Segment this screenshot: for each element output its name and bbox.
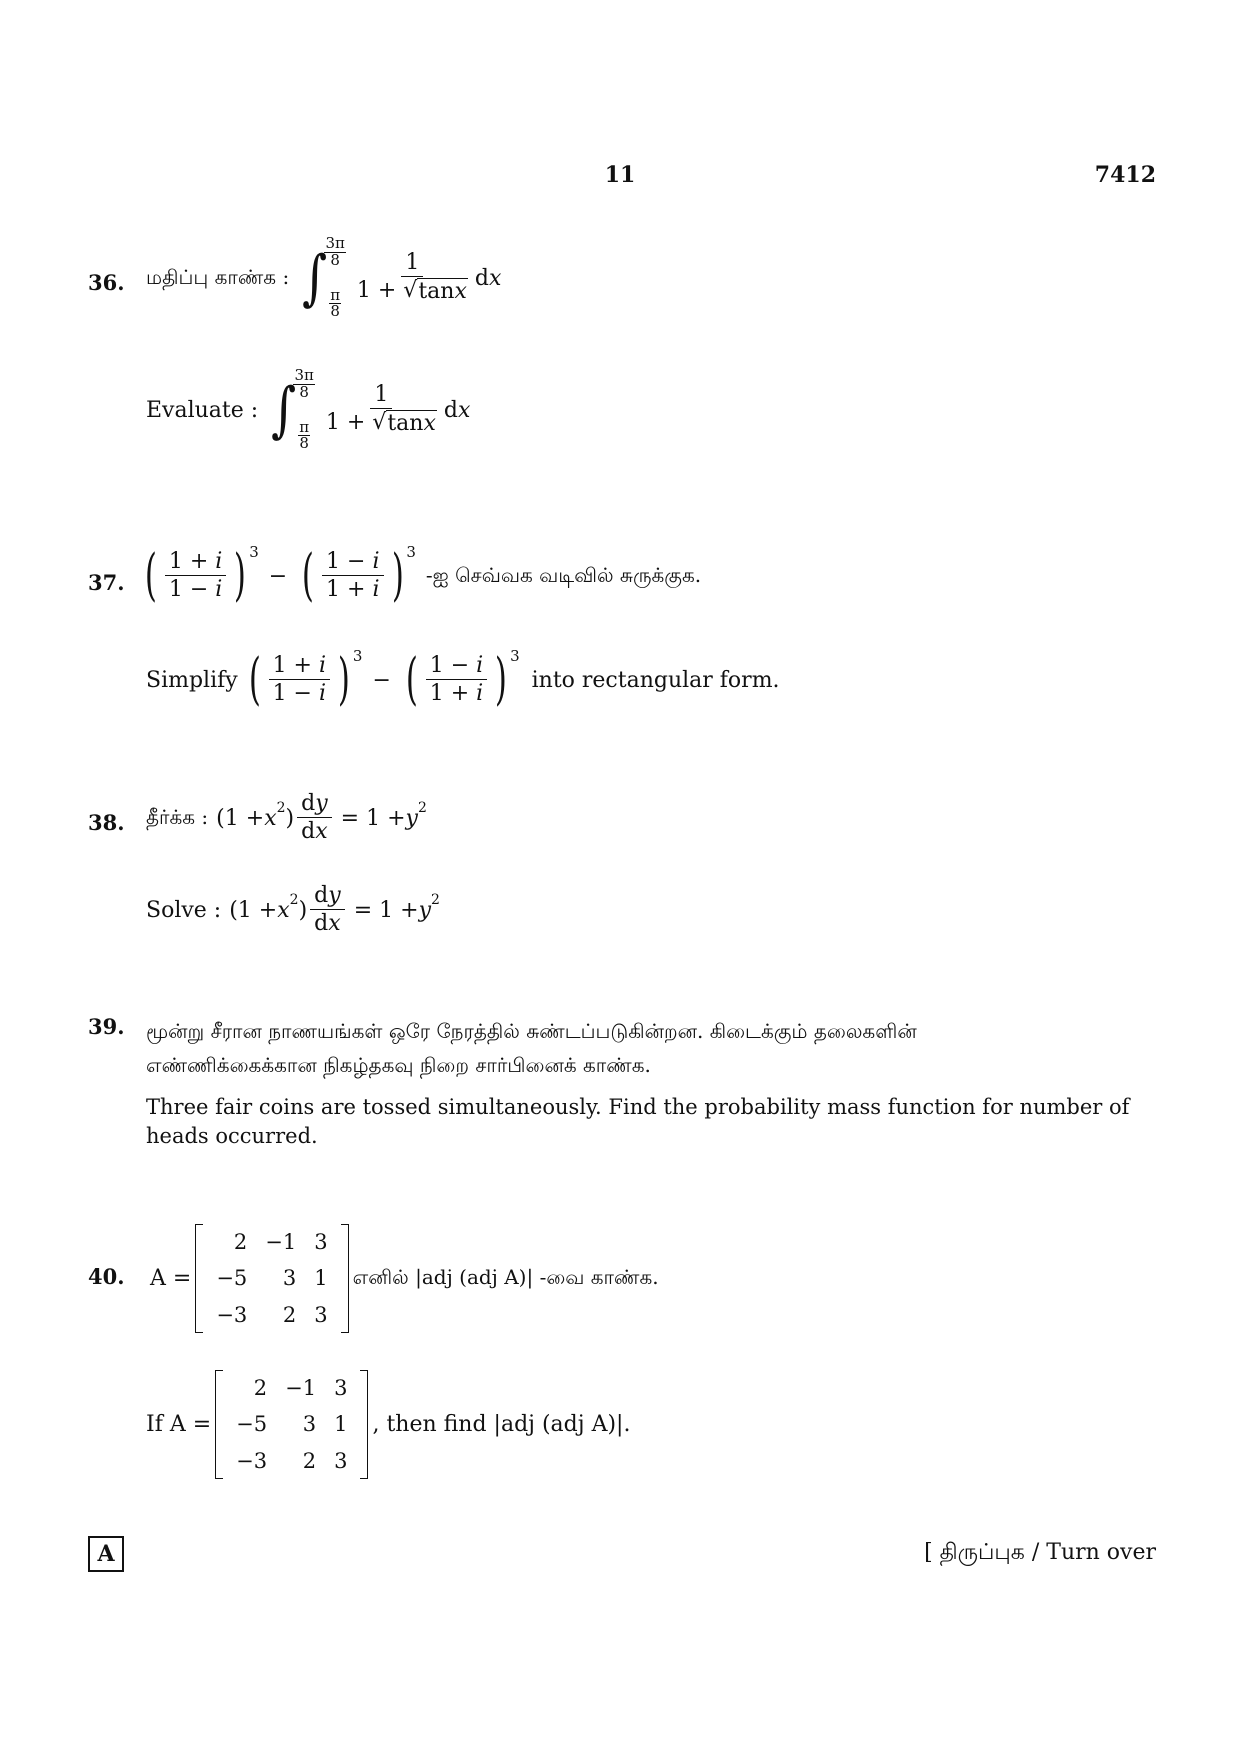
q38-english-label: Solve : — [146, 897, 222, 923]
q38-tamil: தீர்க்க : (1 + x 2 ) $\frac{dy}{dx}$ = 1 + y 2 — [146, 791, 427, 845]
q39-tamil — [146, 1014, 917, 1082]
q37-english-prefix: Simplify — [146, 667, 238, 693]
q40-english — [146, 1370, 630, 1479]
question-number-36: 36. — [88, 270, 125, 295]
q37-fraction-2: $\frac{1 - i}{1 + i}$ — [322, 550, 383, 602]
q37-fraction-1: $\frac{1 + i}{1 - i}$ — [165, 550, 226, 602]
q37-fraction-2-en: $\frac{1 - i}{1 + i}$ — [426, 654, 487, 706]
q36-integral — [299, 236, 346, 320]
q39-tamil-line2: எண்ணிக்கைக்கான நிகழ்தகவு நிறை சார்பினைக் காண்க. — [146, 1053, 651, 1077]
q37-english: Simplify ( $\frac{1 + i}{1 - i}$ ) 3 − ( $\frac{1 - i}{1 + i}$ ) 3 into rectangular form. — [146, 647, 780, 712]
q39-english-line2: heads occurred. — [146, 1124, 318, 1148]
q40-matrix-en: 2 −1 3 −5 3 1 −3 2 3 — [215, 1370, 368, 1479]
q39-english — [146, 1093, 1129, 1151]
sqrt-icon: √ tanx — [372, 410, 436, 437]
q40-english-lhs: If A = — [146, 1412, 212, 1438]
q36-tamil — [146, 236, 501, 320]
q40-matrix: 2 −1 3 −5 3 1 −3 2 3 — [195, 1224, 348, 1333]
lower-limit: π 8 — [330, 285, 341, 321]
q40-tamil — [150, 1224, 659, 1333]
paper-code: 7412 — [1094, 162, 1156, 188]
q37-tamil: ( $\frac{1 + i}{1 - i}$ ) 3 − ( $\frac{1 - i}{1 + i}$ ) 3 -ஐ செவ்வக வடிவில் சுருக்குக. — [144, 543, 702, 608]
q37-fraction-1-en: $\frac{1 + i}{1 - i}$ — [269, 654, 330, 706]
question-number-40: 40. — [88, 1264, 125, 1289]
integral-sign-icon: ∫ — [271, 375, 297, 445]
q40-lhs: A = — [150, 1266, 192, 1292]
q36-integrand: 1 1 + √ tanx — [356, 250, 467, 305]
lower-limit: π 8 — [299, 417, 310, 453]
q40-tamil-text: எனில் |adj (adj A)| -வை காண்க. — [352, 1265, 659, 1290]
q37-english-suffix: into rectangular form. — [531, 667, 780, 693]
q40-english-text: , then find |adj (adj A)|. — [372, 1412, 631, 1438]
series-badge: A — [88, 1536, 124, 1572]
upper-limit: 3π 8 — [325, 234, 345, 269]
q38-english: Solve : (1 + x 2 ) $\frac{dy}{dx}$ = 1 + y 2 — [146, 883, 440, 937]
q39-english-line1: Three fair coins are tossed simultaneously. Find the probability mass function for number of — [146, 1095, 1130, 1119]
q38-derivative-en: $\frac{dy}{dx}$ — [310, 884, 345, 936]
q38-derivative: $\frac{dy}{dx}$ — [297, 792, 332, 844]
q36-tamil-label: மதிப்பு காண்க : — [146, 264, 290, 289]
question-number-39: 39. — [88, 1014, 125, 1039]
sqrt-icon: √ tanx — [403, 278, 467, 305]
q36-english — [146, 368, 470, 452]
q36-integrand-en: 1 1 + √ tanx — [325, 382, 436, 437]
question-number-38: 38. — [88, 810, 125, 835]
q36-english-label: Evaluate : — [146, 397, 259, 423]
integral-sign-icon: ∫ — [302, 243, 328, 313]
q36-integral-en — [268, 368, 315, 452]
q36-differential-en: dx — [443, 397, 471, 423]
q36-differential: dx — [474, 265, 502, 291]
turn-over: [ திருப்புக / Turn over — [924, 1540, 1156, 1565]
q39-tamil-line1: மூன்று சீரான நாணயங்கள் ஒரே நேரத்தில் சுண்டப்படுகின்றன. கிடைக்கும் தலைகளின் — [146, 1019, 917, 1043]
page-number: 11 — [604, 162, 636, 188]
question-number-37: 37. — [88, 570, 125, 595]
q38-tamil-label: தீர்க்க : — [146, 804, 209, 829]
q37-tamil-text: -ஐ செவ்வக வடிவில் சுருக்குக. — [425, 562, 702, 587]
upper-limit: 3π 8 — [294, 366, 314, 401]
